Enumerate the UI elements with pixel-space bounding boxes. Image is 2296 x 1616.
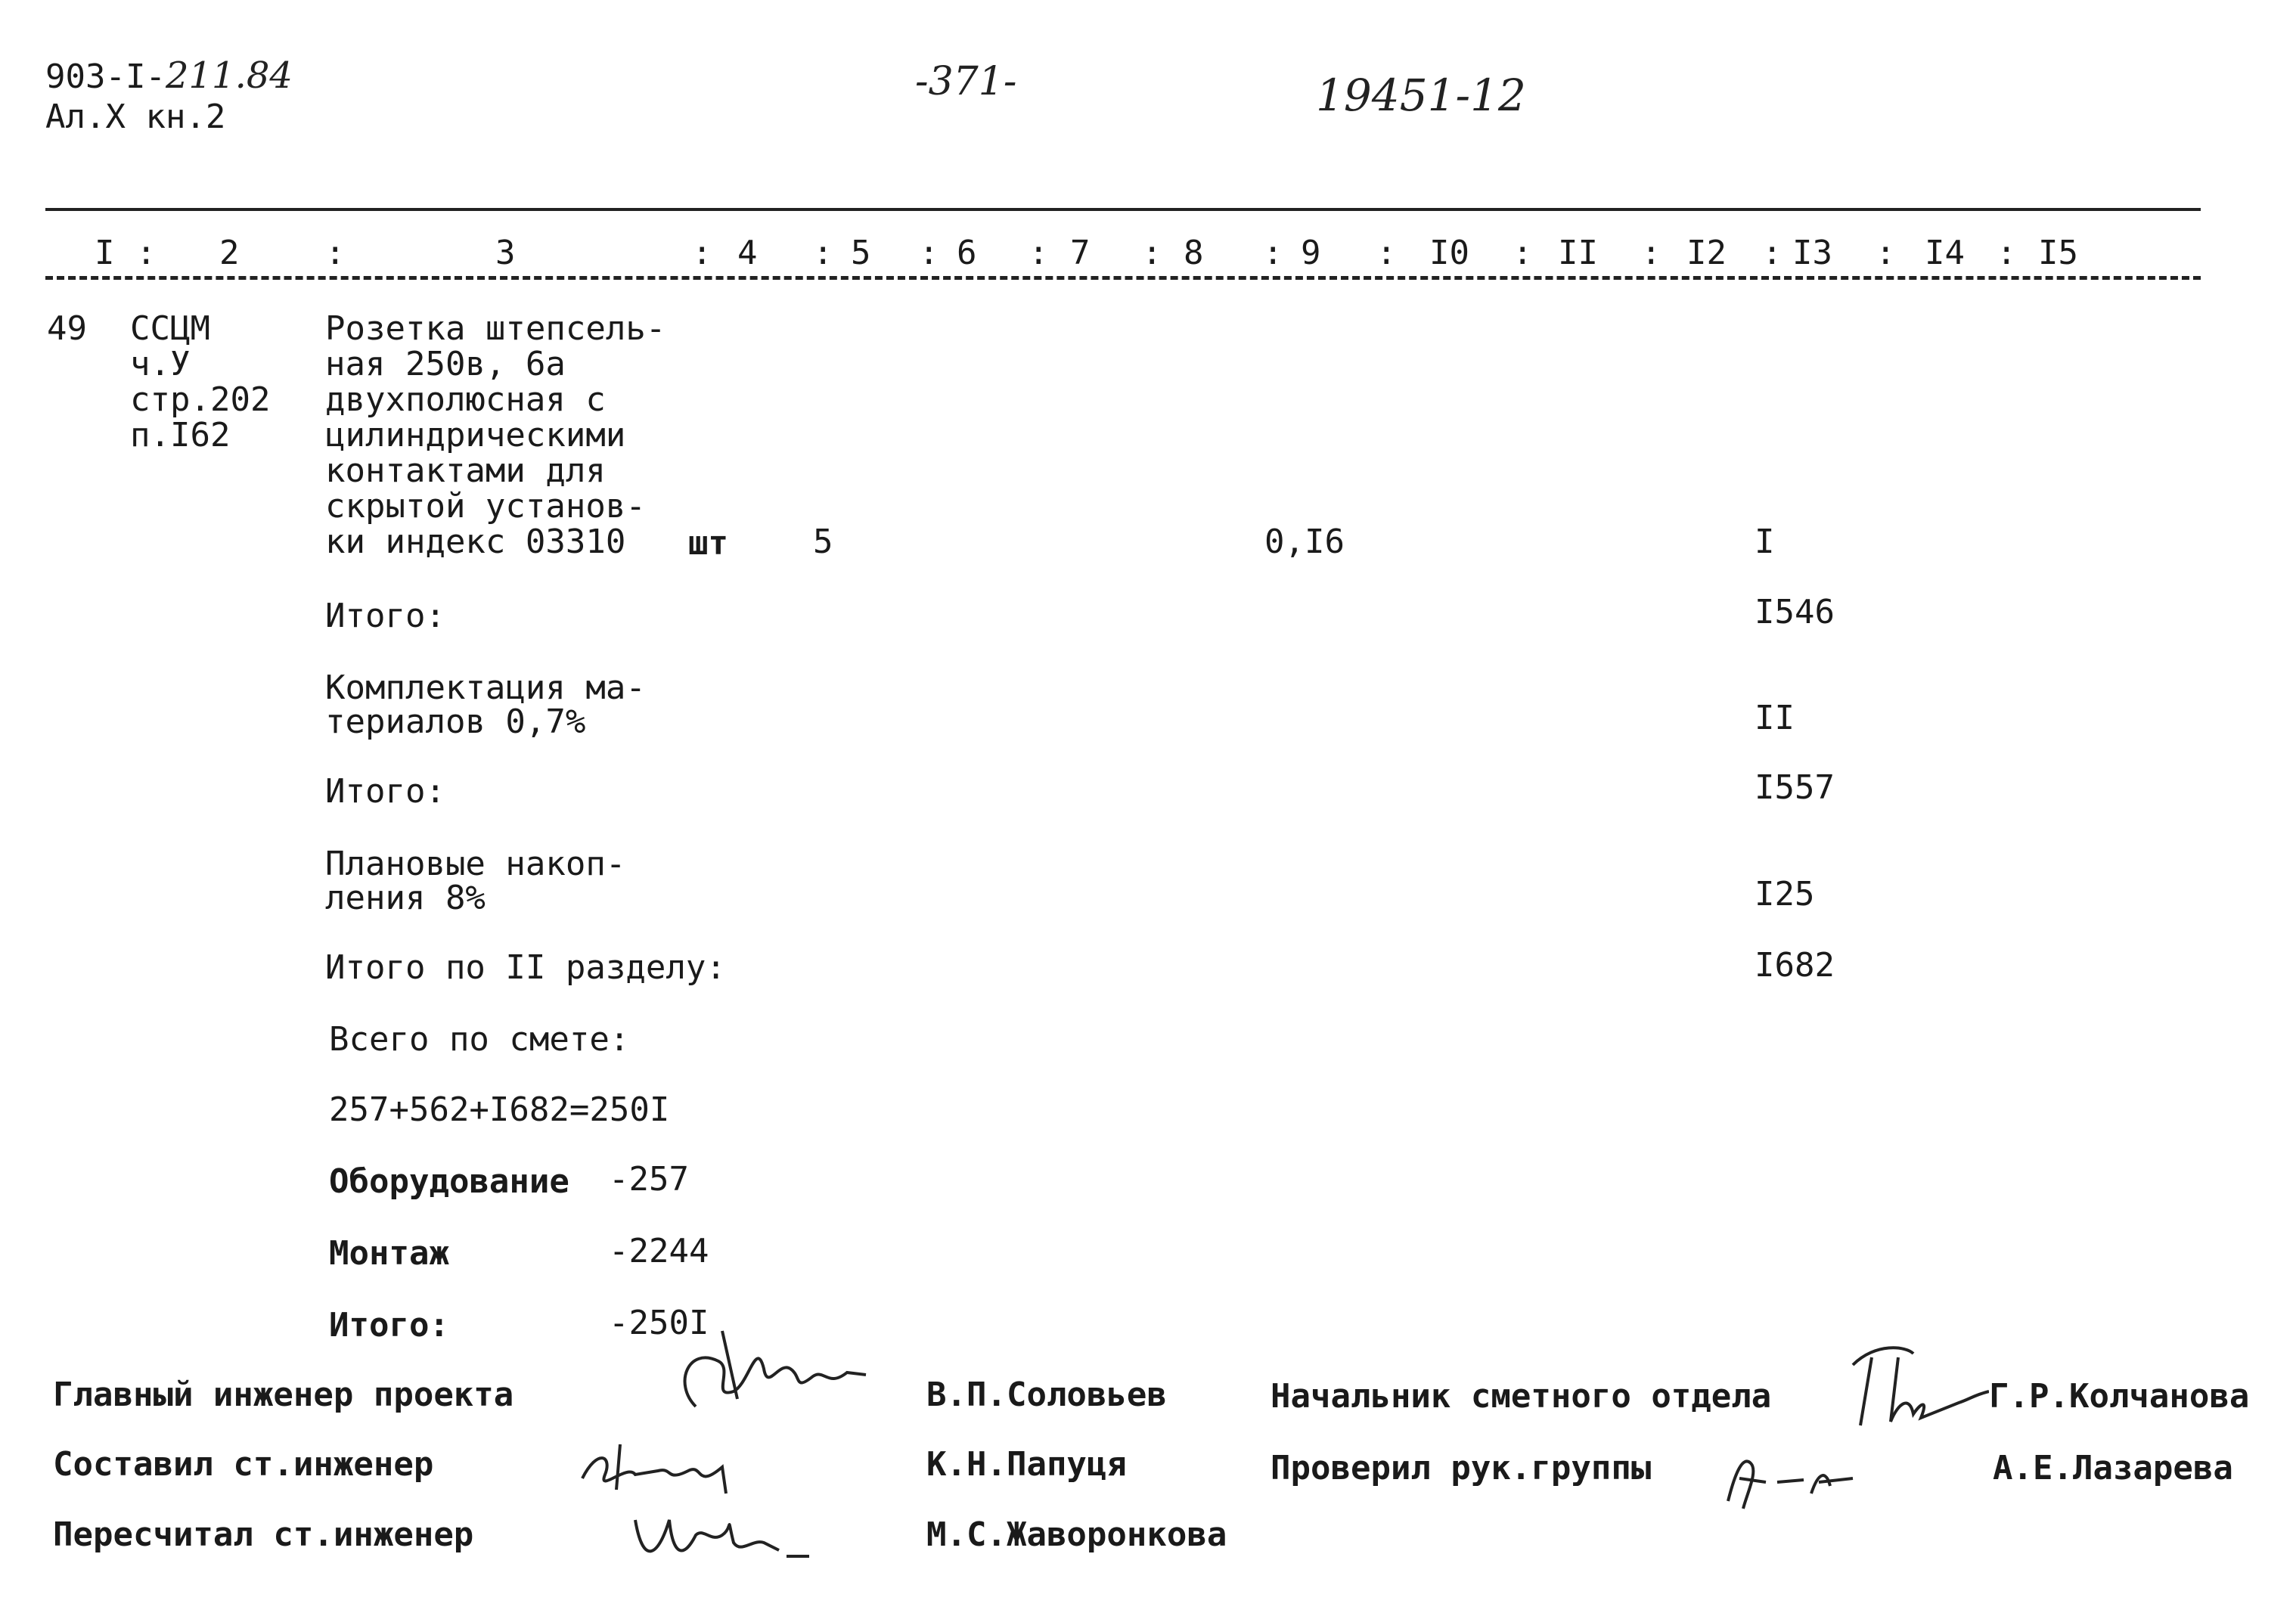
column-header: 5	[851, 234, 871, 272]
column-separator: :	[813, 234, 833, 272]
column-separator: :	[1142, 234, 1162, 272]
handwritten-signature	[666, 1316, 892, 1422]
signer-role: Пересчитал ст.инженер	[53, 1515, 474, 1554]
handwritten-signature	[1705, 1441, 1872, 1516]
column-separator: :	[919, 234, 939, 272]
item-quantity: 5	[813, 523, 833, 561]
summary-label: Комплектация ма-	[325, 668, 646, 707]
table-header-rule	[45, 276, 2201, 280]
item-total-cost: I	[1755, 523, 1775, 561]
totals-formula: 257+562+I682=250I	[329, 1090, 670, 1129]
column-separator: :	[1641, 234, 1661, 272]
totals-value: -257	[609, 1160, 689, 1199]
summary-label: Итого:	[325, 597, 445, 635]
table-top-rule	[45, 208, 2201, 211]
description-line: скрытой установ-	[325, 487, 646, 526]
signer-name: А.Е.Лазарева	[1993, 1449, 2233, 1487]
column-separator: :	[692, 234, 712, 272]
summary-value: I557	[1755, 768, 1835, 807]
summary-label: Плановые накоп-	[325, 845, 626, 883]
description-line: контактами для	[325, 451, 606, 490]
reference-line: стр.202	[130, 380, 271, 419]
summary-label: Итого:	[325, 772, 445, 811]
item-unit: шт	[688, 524, 728, 563]
totals-label: Оборудование	[329, 1162, 569, 1201]
column-separator: :	[1997, 234, 2017, 272]
column-header: I5	[2038, 234, 2078, 272]
signer-name: К.Н.Папуця	[926, 1445, 1127, 1484]
totals-value: -2244	[609, 1232, 709, 1270]
totals-label: Итого:	[329, 1306, 449, 1345]
column-header: 3	[495, 234, 516, 272]
summary-label: териалов 0,7%	[325, 703, 586, 741]
summary-label: Итого по II разделу:	[325, 948, 726, 987]
signer-role: Проверил рук.группы	[1271, 1449, 1652, 1487]
album-reference: Ал.X кн.2	[45, 98, 226, 136]
column-header: 7	[1070, 234, 1091, 272]
column-header: I4	[1925, 234, 1965, 272]
totals-label: Монтаж	[329, 1234, 449, 1273]
column-header: I	[95, 234, 115, 272]
description-line: ная 250в, 6а	[325, 345, 566, 383]
reference-line: п.I62	[130, 416, 231, 454]
column-header: I2	[1686, 234, 1727, 272]
summary-label: ления 8%	[325, 879, 486, 917]
description-line: цилиндрическими	[325, 416, 626, 454]
reference-line: ССЦМ	[130, 309, 210, 348]
reference-line: ч.У	[130, 345, 191, 383]
column-header: 6	[957, 234, 977, 272]
column-header: I3	[1792, 234, 1832, 272]
column-separator: :	[136, 234, 157, 272]
summary-value: I546	[1755, 593, 1835, 631]
handwritten-signature	[575, 1433, 771, 1501]
signer-role: Главный инженер проекта	[53, 1376, 514, 1414]
column-header: II	[1558, 234, 1598, 272]
signer-role: Начальник сметного отдела	[1271, 1377, 1772, 1416]
description-line: Розетка штепсель-	[325, 309, 666, 348]
totals-title: Всего по смете:	[329, 1020, 630, 1059]
summary-value: II	[1755, 699, 1795, 737]
description-line: ки индекс 03310	[325, 523, 626, 561]
handwritten-signature	[1838, 1335, 1989, 1441]
handwritten-signature	[628, 1497, 824, 1573]
summary-value: I25	[1755, 875, 1815, 913]
totals-value: -250I	[609, 1304, 709, 1342]
column-header: 8	[1184, 234, 1204, 272]
description-line: двухполюсная с	[325, 380, 606, 419]
column-separator: :	[1762, 234, 1783, 272]
signer-role: Составил ст.инженер	[53, 1445, 434, 1484]
column-separator: :	[1876, 234, 1896, 272]
page-number: -371-	[915, 59, 1017, 104]
signer-name: М.С.Жаворонкова	[926, 1515, 1227, 1554]
document-code: 903-I-211.84	[45, 54, 293, 97]
column-header: 4	[737, 234, 758, 272]
column-separator: :	[1263, 234, 1283, 272]
column-header: 2	[219, 234, 240, 272]
signer-name: В.П.Соловьев	[926, 1376, 1167, 1414]
signer-name: Г.Р.Колчанова	[1989, 1377, 2250, 1416]
column-separator: :	[325, 234, 346, 272]
summary-value: I682	[1755, 946, 1835, 985]
item-unit-price: 0,I6	[1264, 523, 1345, 561]
column-separator: :	[1513, 234, 1533, 272]
column-separator: :	[1376, 234, 1397, 272]
column-header: I0	[1429, 234, 1469, 272]
item-number: 49	[47, 309, 87, 348]
inventory-number: 19451-12	[1316, 70, 1526, 121]
column-header: 9	[1301, 234, 1321, 272]
column-separator: :	[1029, 234, 1049, 272]
